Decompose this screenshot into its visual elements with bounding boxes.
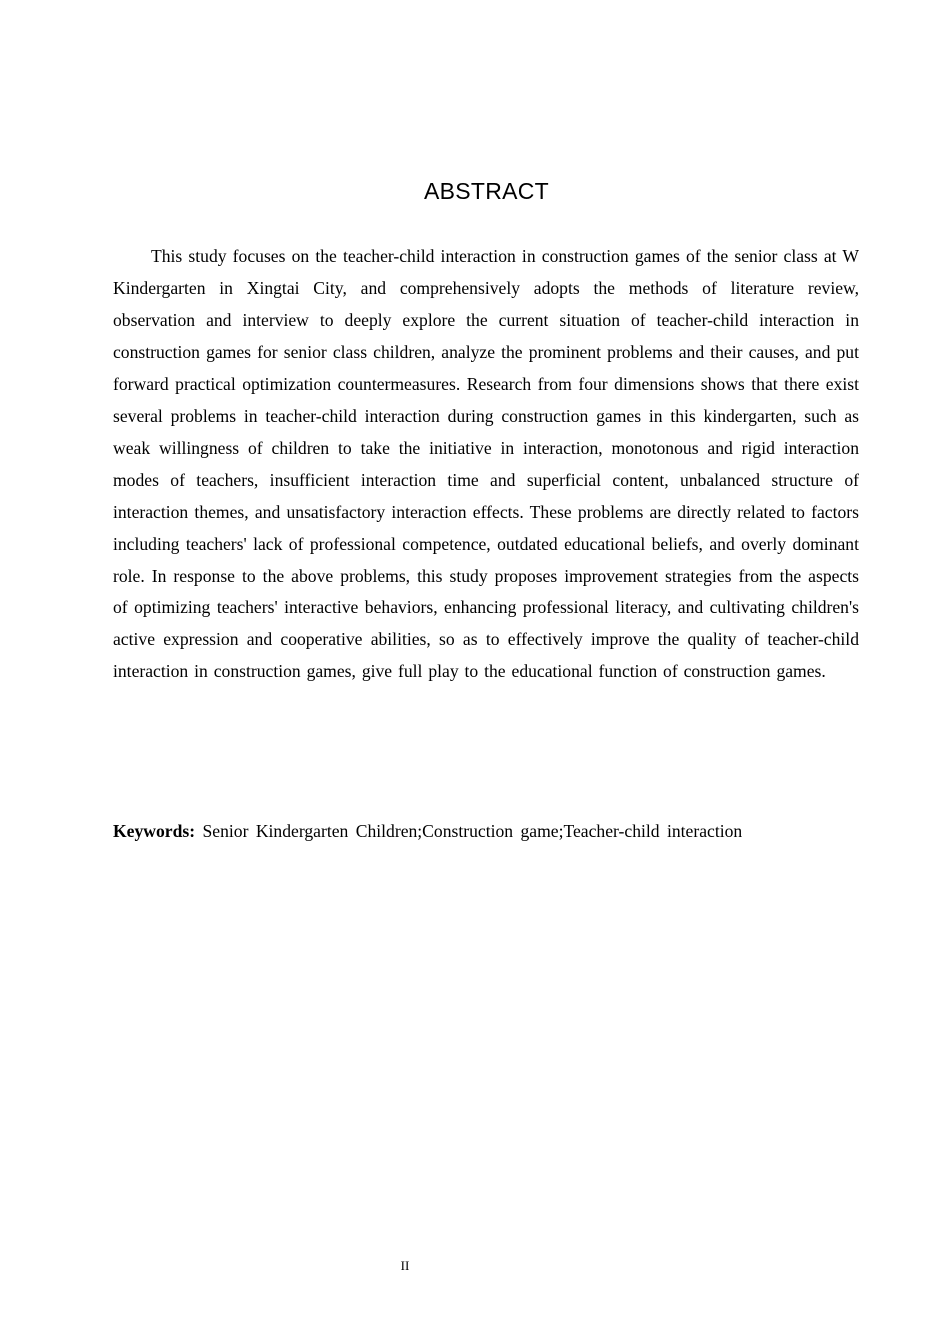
abstract-body: This study focuses on the teacher-child interaction in construction games of the senior class at W Kindergarten in Xingtai City, and comprehensively adopts the methods of literature review, observation and interview to deeply explore the current situation of teacher-child interaction in construction games for senior class children, analyze the prominent problems and their causes, and put forward practical optimization countermeasures. Research from four dimensions shows that there exist several problems in teacher-child interaction during construction games in this kindergarten, such as weak willingness of children to take the initiative in interaction, monotonous and rigid interaction modes of teachers, insufficient interaction time and superficial content, unbalanced structure of interaction themes, and unsatisfactory interaction effects. These problems are directly related to factors including teachers' lack of professional competence, outdated educational beliefs, and overly dominant role. In response to the above problems, this study proposes improvement strategies from the aspects of optimizing teachers' interactive behaviors, enhancing professional literacy, and cultivating children's active expression and cooperative abilities, so as to effectively improve the quality of teacher-child interaction in construction games, give full play to the educational function of construction games. — [113, 246, 859, 682]
keywords-line — [113, 816, 873, 847]
page-number: II — [400, 1258, 410, 1273]
abstract-title: ABSTRACT — [423, 178, 550, 204]
keywords-value: Senior Kindergarten Children;Construction game;Teacher-child interaction — [202, 821, 743, 841]
keywords-label: Keywords: — [113, 821, 196, 841]
